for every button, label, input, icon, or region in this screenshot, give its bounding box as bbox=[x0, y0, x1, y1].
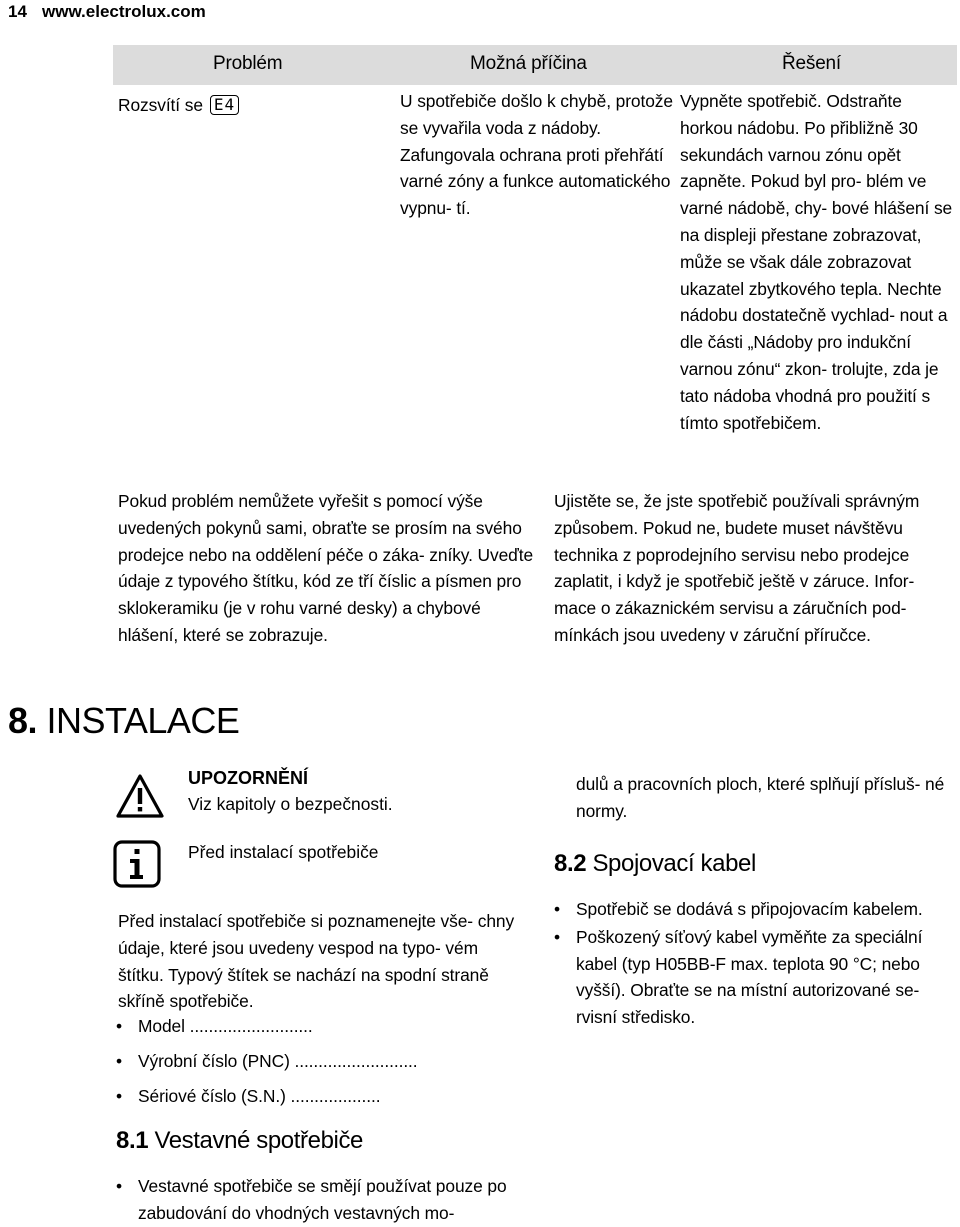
problem-cell bbox=[118, 92, 239, 119]
subsection-title: Spojovací kabel bbox=[592, 850, 756, 877]
error-code-display-icon: E4 bbox=[210, 95, 239, 115]
subsection-title: Vestavné spotřebiče bbox=[154, 1127, 363, 1154]
support-note-right: Ujistěte se, že jste spotřebič používali správným způsobem. Pokud ne, budete muset návštěvu technika z poprodejního servisu nebo prodejce zaplatit, i když je spotřebič ještě v záruce. Infor- mace o zákaznickém servisu a záručních pod- mínkách jsou uvedeny v záruční příručce. bbox=[554, 491, 920, 645]
info-icon bbox=[113, 840, 161, 888]
section-number: 8. bbox=[8, 700, 38, 741]
list-item: • Model .......................... bbox=[116, 1013, 536, 1040]
continued-paragraph: dulů a pracovních ploch, které splňují přísluš- né normy. bbox=[576, 774, 945, 821]
subsection-heading-cable bbox=[554, 850, 756, 878]
info-text: Před instalací spotřebiče bbox=[188, 842, 379, 862]
section-heading bbox=[8, 700, 239, 742]
section-title: INSTALACE bbox=[46, 700, 240, 741]
list-item: • Výrobní číslo (PNC) .......................... bbox=[116, 1048, 536, 1075]
cause-cell: U spotřebiče došlo k chybě, protože se vyvařila voda z nádoby. Zafungovala ochrana proti přehřátí varné zóny a funkce automatického vypnu- tí. bbox=[400, 91, 673, 219]
list-item: • Poškozený síťový kabel vyměňte za speciální kabel (typ H05BB-F max. teplota 90 °C; nebo vyšší). Obraťte se na místní autorizované se- rvisní středisko. bbox=[554, 924, 954, 1031]
rating-plate-list bbox=[116, 1013, 536, 1117]
cable-list bbox=[554, 896, 954, 1032]
website-url: www.electrolux.com bbox=[42, 2, 206, 21]
warning-title: UPOZORNĚNÍ bbox=[188, 768, 309, 788]
warning-triangle-icon bbox=[115, 773, 165, 819]
intro-paragraph: Před instalací spotřebiče si poznamenejte vše- chny údaje, které jsou uvedeny vespod na typo- vém štítku. Typový štítek se nachází na spodní straně skříně spotřebiče. bbox=[118, 911, 515, 1012]
subsection-heading-built-in bbox=[116, 1127, 363, 1155]
solution-cell: Vypněte spotřebič. Odstraňte horkou nádobu. Po přibližně 30 sekundách varnou zónu opět zapněte. Pokud byl pro- blém ve varné nádobě, chy- bové hlášení se na displeji přestane zobrazovat, může se však dále zobrazovat ukazatel zbytkového tepla. Nechte nádobu dostatečně vychlad- nout a dle části „Nádoby pro indukční varnou zónu“ zkon- trolujte, zda je tato nádoba vhodná pro použití s tímto spotřebičem. bbox=[680, 91, 953, 433]
list-item: • Spotřebič se dodává s připojovacím kabelem. bbox=[554, 896, 954, 923]
warning-text: Viz kapitoly o bezpečnosti. bbox=[188, 794, 393, 814]
list-item: • Sériové číslo (S.N.) ................... bbox=[116, 1083, 536, 1110]
page-number: 14 bbox=[8, 2, 27, 21]
column-header-solution: Řešení bbox=[782, 53, 842, 74]
problem-label: Rozsvítí se bbox=[118, 95, 203, 115]
subsection-number: 8.1 bbox=[116, 1127, 149, 1154]
column-header-cause: Možná příčina bbox=[470, 53, 587, 74]
built-in-list bbox=[116, 1173, 536, 1227]
subsection-number: 8.2 bbox=[554, 850, 587, 877]
list-item: • Vestavné spotřebiče se smějí používat pouze po zabudování do vhodných vestavných mo- bbox=[116, 1173, 536, 1227]
support-note-left: Pokud problém nemůžete vyřešit s pomocí výše uvedených pokynů sami, obraťte se prosím na svého prodejce nebo na oddělení péče o záka- zníky. Uveďte údaje z typového štítku, kód ze tří číslic a písmen pro sklokeramiku (je v rohu varné desky) a chybové hlášení, které se zobrazuje. bbox=[118, 491, 534, 645]
column-header-problem: Problém bbox=[213, 53, 283, 74]
